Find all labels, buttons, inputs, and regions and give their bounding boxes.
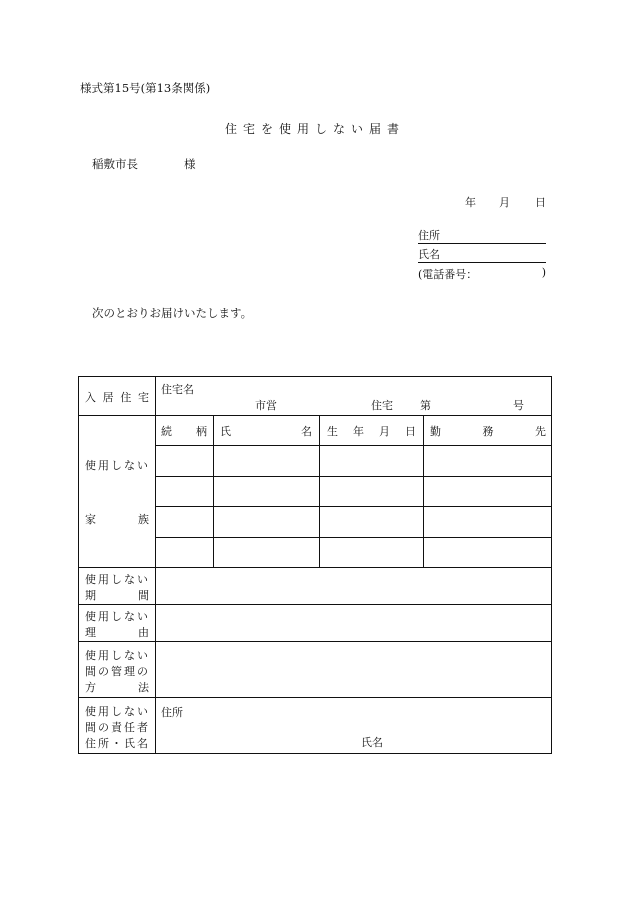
addressee-suffix: 様 xyxy=(184,157,196,171)
reason-label-line1: 使用しない xyxy=(85,610,150,623)
applicant-address-field[interactable] xyxy=(418,229,546,244)
city-suffix: 市営 xyxy=(255,399,277,412)
responsible-label-line2: 間の責任者 xyxy=(85,721,150,734)
family-row-divider xyxy=(155,445,552,446)
phone-close-label: ) xyxy=(541,266,546,279)
reason-input[interactable] xyxy=(157,606,551,640)
year-label: 年 xyxy=(465,196,476,209)
management-label-line3: 方 法 xyxy=(85,681,149,694)
applicant-phone-field[interactable] xyxy=(418,266,546,282)
col-name: 氏 名 xyxy=(220,425,312,438)
applicant-name-label: 氏名 xyxy=(418,248,440,261)
responsible-input[interactable] xyxy=(157,699,551,753)
phone-open-label: (電話番号： xyxy=(418,268,478,281)
applicant-address-label: 住所 xyxy=(418,229,440,242)
management-input[interactable] xyxy=(157,643,551,696)
residence-label-char: 入 xyxy=(85,391,96,404)
residence-label-char: 宅 xyxy=(137,391,149,404)
responsible-address-label: 住所 xyxy=(161,706,183,719)
intro-text: 次のとおりお届けいたします。 xyxy=(92,306,253,320)
reason-label-line2: 理 由 xyxy=(85,626,149,639)
page-title: 住宅を使用しない届書 xyxy=(224,122,405,136)
management-label-line1: 使用しない xyxy=(85,649,150,662)
row-divider xyxy=(79,604,552,605)
family-label-bottom: 家 族 xyxy=(85,513,149,526)
management-label-line2: 間の管理の xyxy=(85,665,150,678)
number-prefix: 第 xyxy=(420,399,431,412)
responsible-label-line1: 使用しない xyxy=(85,705,150,718)
col-workplace: 勤 務 先 xyxy=(430,425,546,438)
residence-label-char: 住 xyxy=(120,391,132,404)
row-divider xyxy=(79,567,552,568)
housing-name-label: 住宅名 xyxy=(161,383,194,396)
family-input-area[interactable] xyxy=(157,447,551,566)
col-birth: 生 年 月 日 xyxy=(327,425,416,438)
housing-suffix: 住宅 xyxy=(371,399,393,412)
residence-input[interactable] xyxy=(157,379,551,413)
residence-label xyxy=(85,389,149,405)
row-divider xyxy=(79,641,552,642)
col-relationship: 続 柄 xyxy=(161,425,207,438)
applicant-name-field[interactable] xyxy=(418,248,546,263)
responsible-name-label: 氏名 xyxy=(361,736,383,749)
period-input[interactable] xyxy=(157,569,551,603)
family-label-top: 使用しない xyxy=(85,459,150,472)
number-suffix: 号 xyxy=(513,399,524,412)
day-label: 日 xyxy=(535,196,546,209)
row-divider xyxy=(79,415,552,416)
row-divider xyxy=(79,697,552,698)
period-label-line2: 期 間 xyxy=(85,589,149,602)
date-line xyxy=(465,194,546,210)
month-label: 月 xyxy=(499,196,510,209)
notification-table xyxy=(78,376,552,754)
residence-label-char: 居 xyxy=(102,391,114,404)
period-label-line1: 使用しない xyxy=(85,573,150,586)
form-number: 様式第15号(第13条関係) xyxy=(80,81,211,95)
addressee xyxy=(92,156,196,172)
responsible-label-line3: 住所・氏名 xyxy=(85,737,150,750)
addressee-name: 稲敷市長 xyxy=(92,157,138,171)
